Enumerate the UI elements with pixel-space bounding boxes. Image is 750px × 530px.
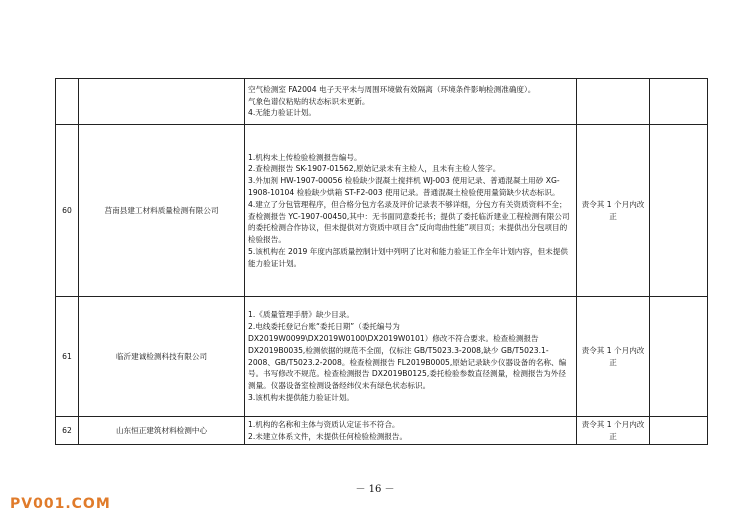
- issue-line: 4.无能力验证计划。: [248, 108, 316, 118]
- issue-line: 气象色谱仪粘贴的状态标识未更新。: [248, 96, 370, 106]
- issue-line: 1.《质量管理手册》缺少目录。: [248, 310, 354, 320]
- organization-name: [79, 79, 245, 125]
- issue-line: 空气检测室 FA2004 电子天平未与周围环境做有效隔离（环境条件影响检测准确度）。: [248, 84, 536, 94]
- organization-name: 山东恒正建筑材料检测中心: [79, 417, 245, 445]
- row-number: 61: [56, 297, 79, 417]
- issue-line: 2.查检测报告 SK-1907-01562,原始记录未有主检人，且未有主检人签字。: [248, 164, 501, 174]
- issue-line: 1.机构未上传检验检测报告编号。: [248, 152, 362, 162]
- watermark-logo: PV001.COM: [10, 496, 111, 512]
- inspection-results-table: [55, 78, 708, 445]
- organization-name: 莒南县建工材料质量检测有限公司: [79, 125, 245, 297]
- corrective-action: 责令其 1 个月内改正: [577, 297, 650, 417]
- corrective-action: [577, 79, 650, 125]
- issue-line: 1.机构的名称和主体与资质认定证书不符合。: [248, 419, 400, 429]
- row-number: [56, 79, 79, 125]
- issue-line: 3.外加剂 HW-1907-00056 检验缺少混凝土搅拌机 WJ-003 使用记录、普通混凝土用砂 XG-1908-10104 检验缺少烘箱 ST-F2-003 使用记录。普通混凝土检验使用量筒缺少状态标识。: [248, 176, 560, 197]
- table-row: [56, 79, 708, 125]
- corrective-action: 责令其 1 个月内改正: [577, 417, 650, 445]
- remarks-cell: [650, 125, 708, 297]
- row-number: 60: [56, 125, 79, 297]
- table-body: [56, 79, 708, 445]
- remarks-cell: [650, 297, 708, 417]
- table-row: [56, 297, 708, 417]
- issues-cell: [245, 125, 577, 297]
- issue-line: 2.未建立体系文件，未提供任何检验检测报告。: [248, 431, 408, 441]
- page-number: － 16 －: [355, 484, 395, 495]
- issue-line: 2.电线委托登记台账“委托日期”（委托编号为 DX2019W0099\DX2019W0100\DX2019W0101）修改不符合要求。检查检测报告 DX2019B0035,检测依据的规范不全面，仅标注 GB/T5023.3-2008,缺少 GB/T5023.1-2008、GB/T5023.2-2008。检查检测报告 FL2019B0005,原始记录缺少仪器设备的名称、编号。书写修改不规范。检查检测报告 DX2019B0125,委托检验参数直径测量，检测报告为外径测量。仪器设备室检测设备经纬仪未有绿色状态标识。: [248, 322, 567, 391]
- issue-line: 4.建立了分包管理程序，但合格分包方名录及评价记录表不够详细，分包方有关资质资料不全；查检测报告 YC-1907-00450,其中：无书面同意委托书；提供了委托临沂建业工程检测有限公司的委托检测合作协议，但未提供对方资质中项目含“反向弯曲性能”项目页；未提供出分包项目的检验报告。: [248, 199, 570, 245]
- corrective-action: 责令其 1 个月内改正: [577, 125, 650, 297]
- remarks-cell: [650, 79, 708, 125]
- row-number: 62: [56, 417, 79, 445]
- organization-name: 临沂建诚检测科技有限公司: [79, 297, 245, 417]
- issues-cell: [245, 79, 577, 125]
- issues-cell: [245, 417, 577, 445]
- table-row: [56, 417, 708, 445]
- issues-cell: [245, 297, 577, 417]
- issue-line: 5.该机构在 2019 年度内部质量控制计划中列明了比对和能力验证工作全年计划内容，但未提供能力验证计划。: [248, 246, 568, 268]
- issue-line: 3.该机构未提供能力验证计划。: [248, 392, 354, 402]
- remarks-cell: [650, 417, 708, 445]
- table-row: [56, 125, 708, 297]
